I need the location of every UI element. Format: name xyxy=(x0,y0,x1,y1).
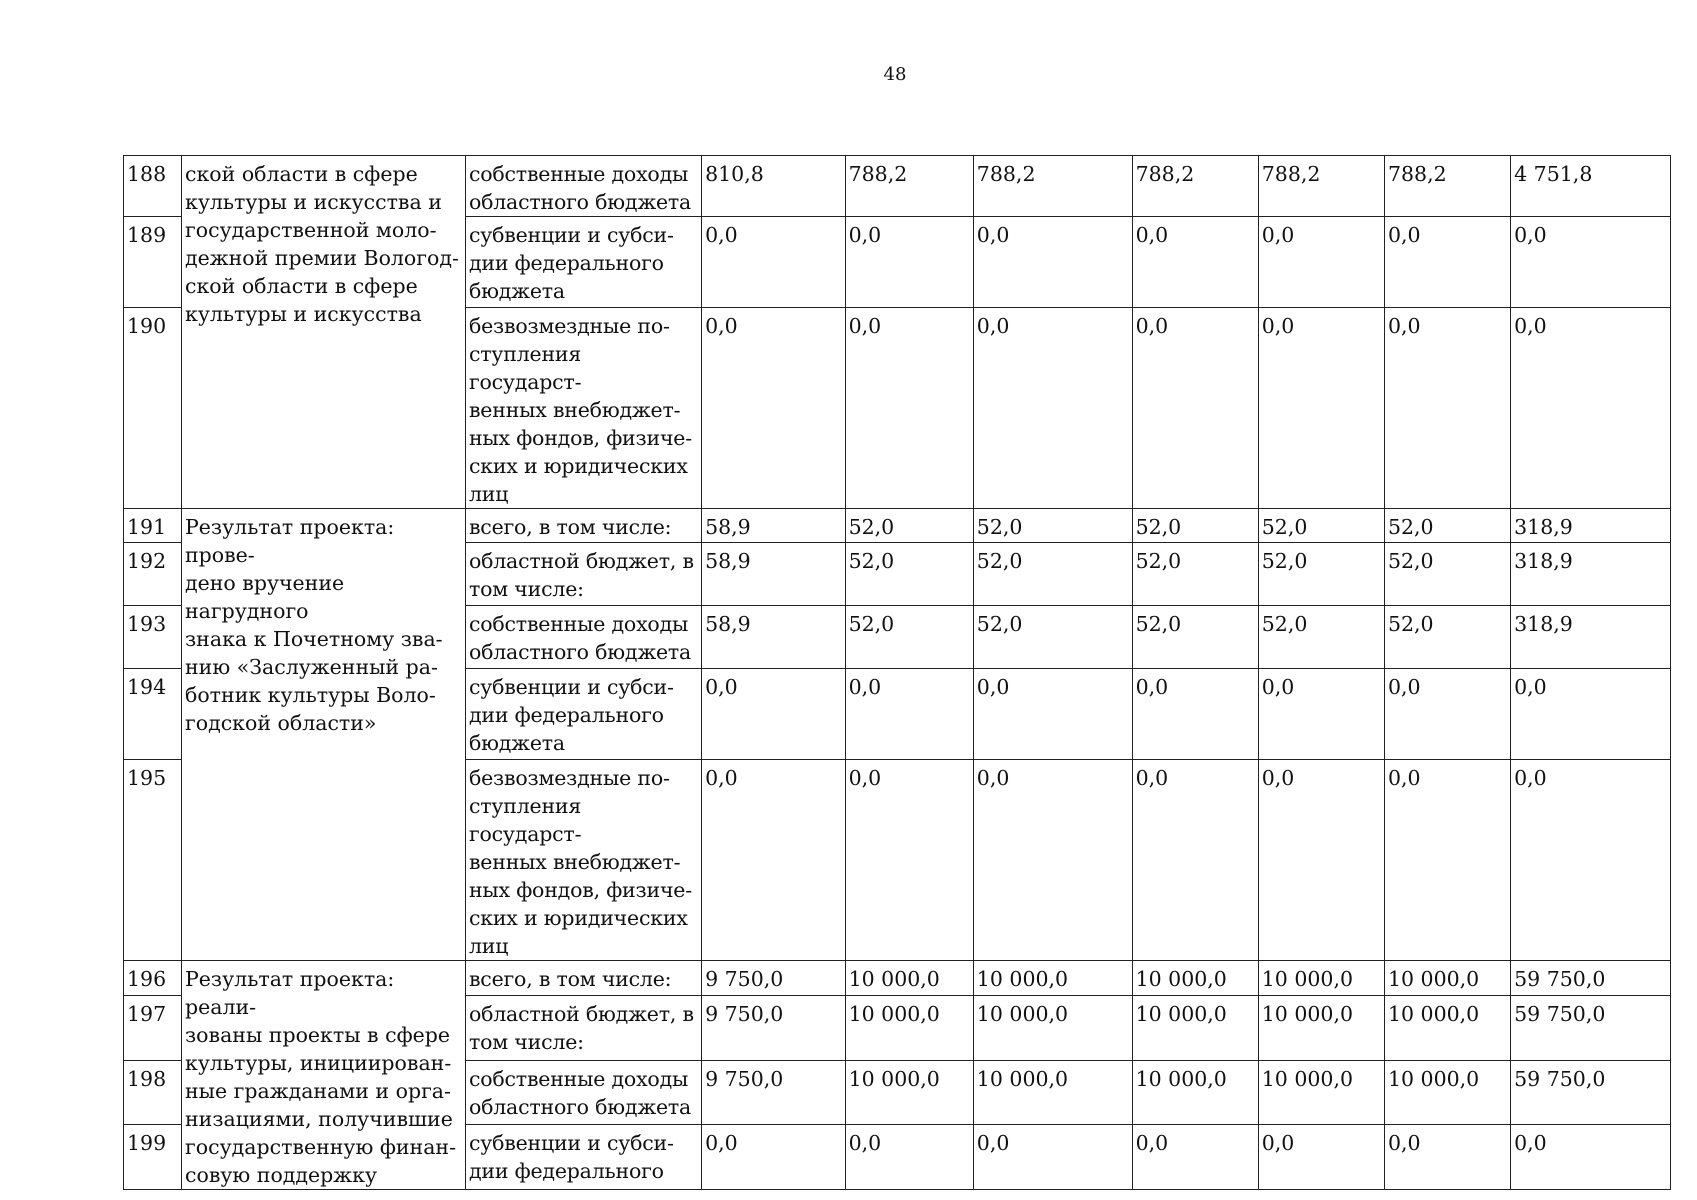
total-cell: 0,0 xyxy=(1511,669,1671,760)
row-number: 197 xyxy=(124,995,182,1060)
value-cell: 0,0 xyxy=(973,308,1132,509)
total-cell: 318,9 xyxy=(1511,606,1671,669)
value-cell: 0,0 xyxy=(1258,217,1384,308)
row-number: 188 xyxy=(124,156,182,217)
total-cell: 318,9 xyxy=(1511,543,1671,606)
value-cell: 52,0 xyxy=(1384,606,1510,669)
value-cell: 52,0 xyxy=(973,606,1132,669)
value-cell: 0,0 xyxy=(702,760,846,961)
value-cell: 0,0 xyxy=(702,669,846,760)
value-cell: 0,0 xyxy=(1132,217,1258,308)
value-cell: 0,0 xyxy=(973,1125,1132,1190)
value-cell: 10 000,0 xyxy=(1132,961,1258,996)
funding-source: субвенции и субси- дии федерального бюджета xyxy=(465,669,701,760)
total-cell: 0,0 xyxy=(1511,308,1671,509)
funding-source: собственные доходы областного бюджета xyxy=(465,156,701,217)
row-number: 193 xyxy=(124,606,182,669)
funding-source: всего, в том числе: xyxy=(465,961,701,996)
value-cell: 788,2 xyxy=(973,156,1132,217)
funding-source: областной бюджет, в том числе: xyxy=(465,995,701,1060)
value-cell: 58,9 xyxy=(702,509,846,543)
value-cell: 0,0 xyxy=(1132,1125,1258,1190)
funding-source: безвозмездные по- ступления государст- венных внебюджет- ных фондов, физиче- ских и юридических лиц xyxy=(465,308,701,509)
value-cell: 0,0 xyxy=(1258,308,1384,509)
total-cell: 318,9 xyxy=(1511,509,1671,543)
funding-source: собственные доходы областного бюджета xyxy=(465,606,701,669)
row-number: 194 xyxy=(124,669,182,760)
value-cell: 788,2 xyxy=(1384,156,1510,217)
value-cell: 0,0 xyxy=(845,308,973,509)
total-cell: 59 750,0 xyxy=(1511,995,1671,1060)
funding-source: всего, в том числе: xyxy=(465,509,701,543)
value-cell: 0,0 xyxy=(702,308,846,509)
row-number: 189 xyxy=(124,217,182,308)
total-cell: 4 751,8 xyxy=(1511,156,1671,217)
value-cell: 788,2 xyxy=(1132,156,1258,217)
row-number: 196 xyxy=(124,961,182,996)
page-number: 48 xyxy=(883,64,907,85)
row-number: 190 xyxy=(124,308,182,509)
value-cell: 0,0 xyxy=(1132,669,1258,760)
value-cell: 10 000,0 xyxy=(973,995,1132,1060)
funding-source: собственные доходы областного бюджета xyxy=(465,1060,701,1125)
value-cell: 10 000,0 xyxy=(1258,1060,1384,1125)
value-cell: 52,0 xyxy=(1384,509,1510,543)
row-number: 192 xyxy=(124,543,182,606)
value-cell: 0,0 xyxy=(1384,760,1510,961)
value-cell: 0,0 xyxy=(702,217,846,308)
funding-source: субвенции и субси- дии федерального бюджета xyxy=(465,217,701,308)
value-cell: 52,0 xyxy=(973,509,1132,543)
value-cell: 52,0 xyxy=(1132,509,1258,543)
value-cell: 0,0 xyxy=(1384,308,1510,509)
row-number: 199 xyxy=(124,1125,182,1190)
value-cell: 10 000,0 xyxy=(845,961,973,996)
result-description: ской области в сфере культуры и искусства и государственной моло- дежной премии Вологод- ской области в сфере культуры и искусства xyxy=(182,156,466,509)
value-cell: 0,0 xyxy=(1132,760,1258,961)
value-cell: 10 000,0 xyxy=(1384,1060,1510,1125)
row-number: 198 xyxy=(124,1060,182,1125)
value-cell: 788,2 xyxy=(845,156,973,217)
value-cell: 0,0 xyxy=(973,217,1132,308)
value-cell: 10 000,0 xyxy=(1132,1060,1258,1125)
value-cell: 52,0 xyxy=(1258,509,1384,543)
value-cell: 0,0 xyxy=(845,217,973,308)
budget-table xyxy=(123,155,1671,1190)
value-cell: 52,0 xyxy=(1258,543,1384,606)
funding-source: областной бюджет, в том числе: xyxy=(465,543,701,606)
value-cell: 52,0 xyxy=(973,543,1132,606)
value-cell: 10 000,0 xyxy=(1258,995,1384,1060)
total-cell: 0,0 xyxy=(1511,1125,1671,1190)
result-description: Результат проекта: прове- дено вручение нагрудного знака к Почетному зва- нию «Заслуженный ра- ботник культуры Воло- годской области» xyxy=(182,509,466,961)
value-cell: 52,0 xyxy=(1258,606,1384,669)
value-cell: 52,0 xyxy=(845,606,973,669)
value-cell: 0,0 xyxy=(1384,1125,1510,1190)
value-cell: 0,0 xyxy=(1384,669,1510,760)
value-cell: 10 000,0 xyxy=(1258,961,1384,996)
value-cell: 9 750,0 xyxy=(702,995,846,1060)
value-cell: 0,0 xyxy=(1258,669,1384,760)
value-cell: 0,0 xyxy=(1258,760,1384,961)
value-cell: 10 000,0 xyxy=(845,1060,973,1125)
value-cell: 10 000,0 xyxy=(973,1060,1132,1125)
funding-source: безвозмездные по- ступления государст- венных внебюджет- ных фондов, физиче- ских и юридических лиц xyxy=(465,760,701,961)
value-cell: 0,0 xyxy=(1132,308,1258,509)
value-cell: 58,9 xyxy=(702,543,846,606)
value-cell: 810,8 xyxy=(702,156,846,217)
value-cell: 58,9 xyxy=(702,606,846,669)
value-cell: 10 000,0 xyxy=(973,961,1132,996)
value-cell: 0,0 xyxy=(1258,1125,1384,1190)
value-cell: 10 000,0 xyxy=(1132,995,1258,1060)
value-cell: 10 000,0 xyxy=(845,995,973,1060)
value-cell: 52,0 xyxy=(845,509,973,543)
funding-source: субвенции и субси- дии федерального xyxy=(465,1125,701,1190)
value-cell: 0,0 xyxy=(845,760,973,961)
table-row xyxy=(124,156,1671,217)
value-cell: 52,0 xyxy=(845,543,973,606)
value-cell: 0,0 xyxy=(845,669,973,760)
result-description: Результат проекта: реали- зованы проекты в сфере культуры, инициирован- ные гражданами и орга- низациями, получившие государственную финан- совую поддержку xyxy=(182,961,466,1190)
value-cell: 0,0 xyxy=(973,669,1132,760)
value-cell: 52,0 xyxy=(1132,543,1258,606)
value-cell: 9 750,0 xyxy=(702,1060,846,1125)
table-row xyxy=(124,509,1671,543)
value-cell: 10 000,0 xyxy=(1384,995,1510,1060)
total-cell: 0,0 xyxy=(1511,217,1671,308)
total-cell: 59 750,0 xyxy=(1511,961,1671,996)
row-number: 195 xyxy=(124,760,182,961)
total-cell: 59 750,0 xyxy=(1511,1060,1671,1125)
value-cell: 0,0 xyxy=(973,760,1132,961)
row-number: 191 xyxy=(124,509,182,543)
value-cell: 10 000,0 xyxy=(1384,961,1510,996)
value-cell: 9 750,0 xyxy=(702,961,846,996)
table-row xyxy=(124,961,1671,996)
value-cell: 0,0 xyxy=(702,1125,846,1190)
value-cell: 0,0 xyxy=(845,1125,973,1190)
value-cell: 0,0 xyxy=(1384,217,1510,308)
total-cell: 0,0 xyxy=(1511,760,1671,961)
value-cell: 52,0 xyxy=(1132,606,1258,669)
value-cell: 788,2 xyxy=(1258,156,1384,217)
value-cell: 52,0 xyxy=(1384,543,1510,606)
